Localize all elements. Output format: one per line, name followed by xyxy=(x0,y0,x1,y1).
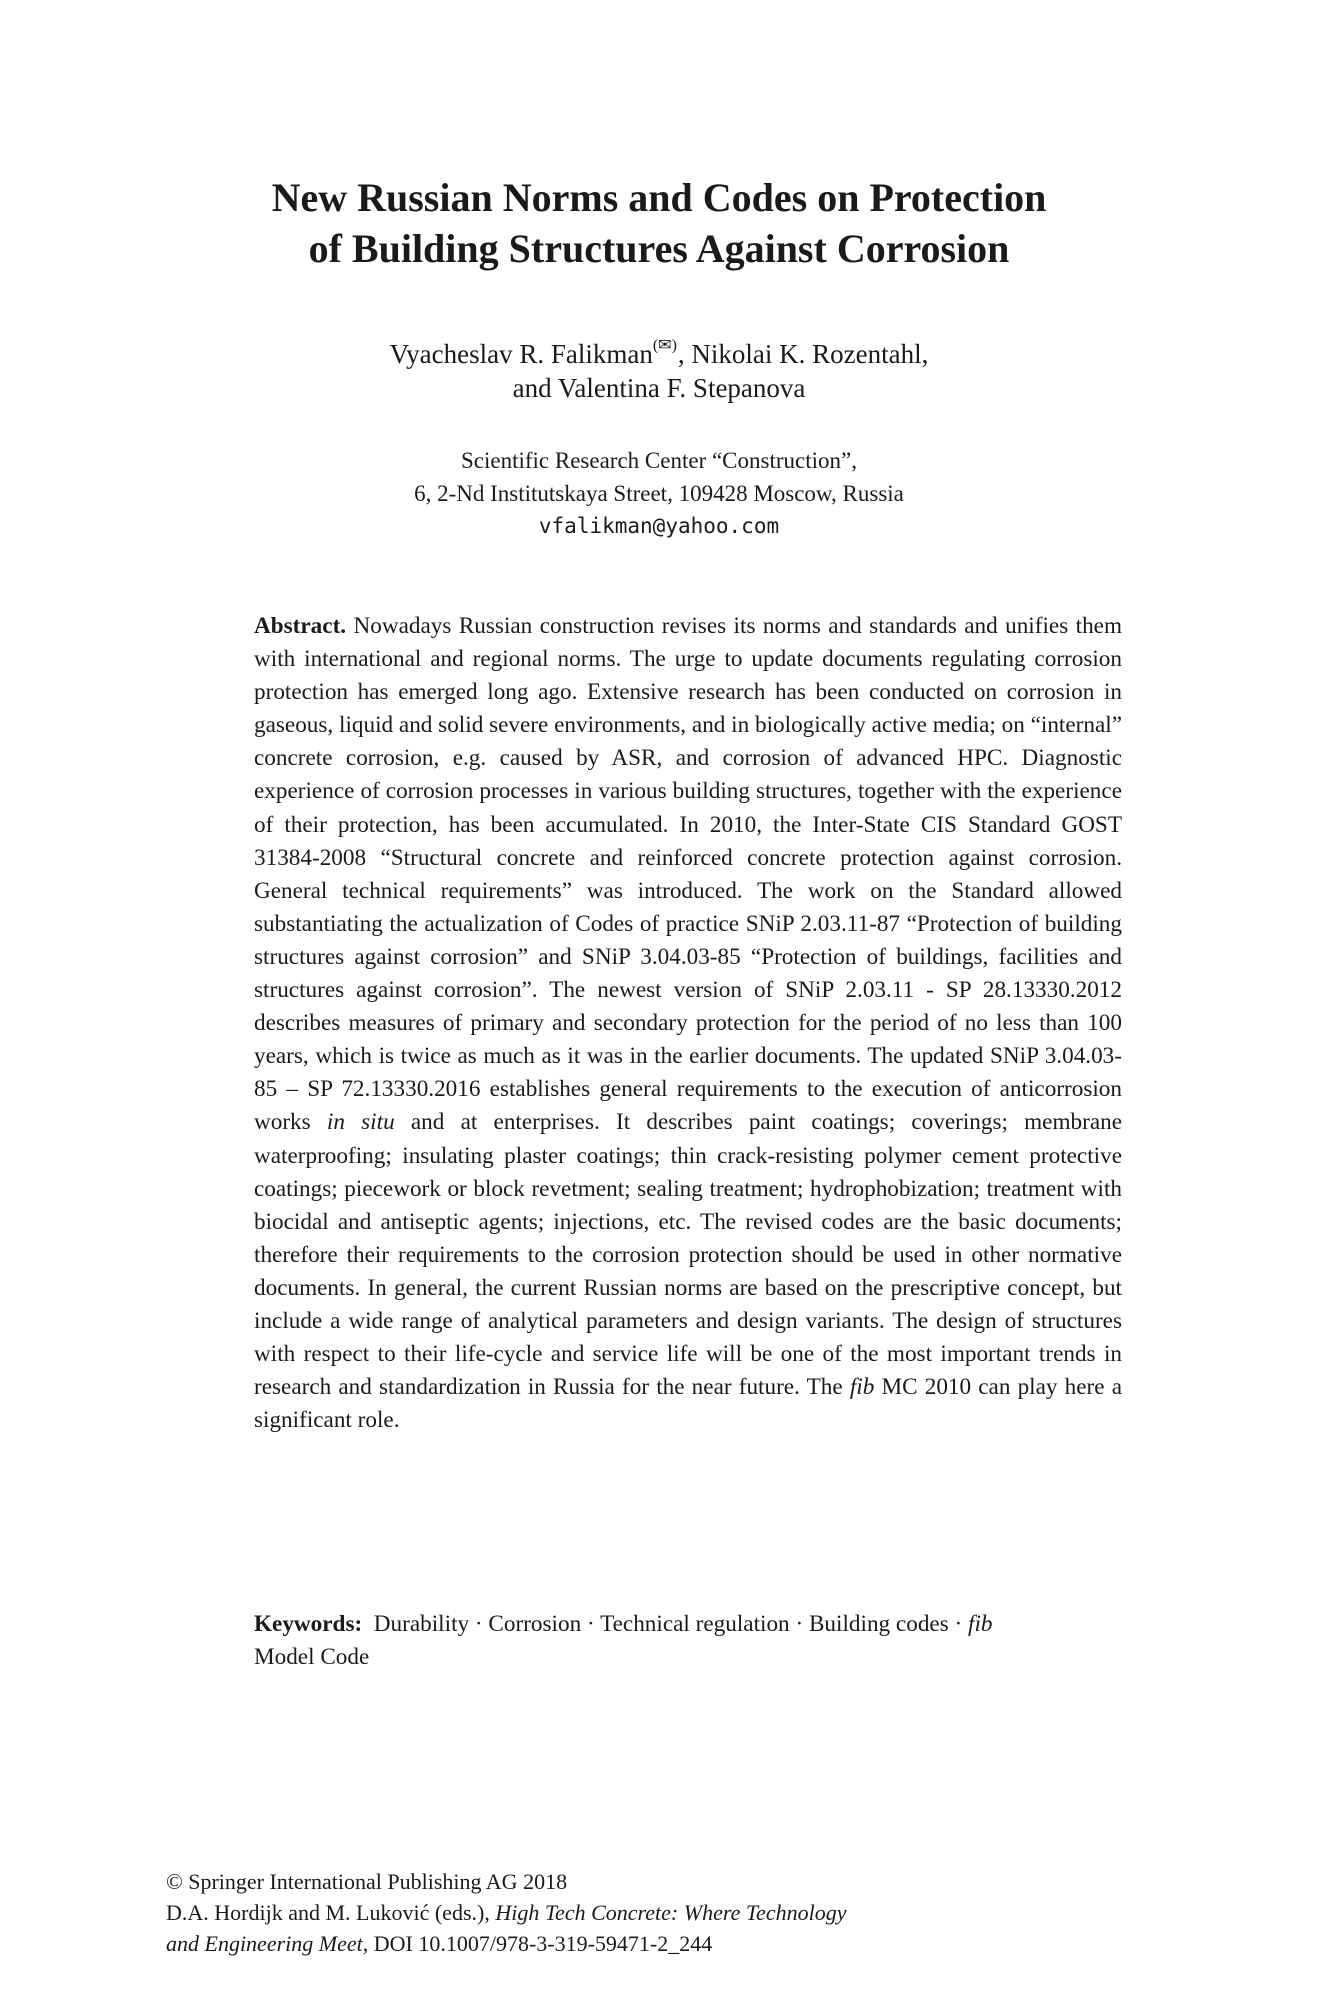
citation-line-1 xyxy=(166,1897,1066,1928)
doi: , DOI 10.1007/978-3-319-59471-2_244 xyxy=(362,1931,713,1956)
editors: D.A. Hordijk and M. Luković (eds.), xyxy=(166,1900,490,1925)
abstract-label: Abstract. xyxy=(254,613,347,639)
abstract-text-3: MC 2010 can play here a significant role. xyxy=(254,1374,1123,1434)
mail-icon: (✉) xyxy=(652,337,677,354)
authors-line-2: and Valentina F. Stepanova xyxy=(512,373,806,403)
paper-title xyxy=(200,172,1118,274)
keywords-label: Keywords: xyxy=(254,1611,363,1637)
book-title-1: High Tech Concrete: Where Technology xyxy=(495,1900,847,1925)
book-title-2: and Engineering Meet xyxy=(166,1931,363,1956)
copyright-line: © Springer International Publishing AG 2018 xyxy=(166,1869,568,1894)
author-email: vfalikman@yahoo.com xyxy=(538,514,780,538)
keywords-text-end: Model Code xyxy=(254,1644,370,1670)
abstract-text-2: and at enterprises. It describes paint coatings; coverings; membrane waterproofing; insulating plaster coatings; thin crack-resisting polymer cement protective coatings; piecework or block revetment; sealing treatment; hydrophobization; treatment with biocidal and antiseptic agents; injections, etc. The revised codes are the basic documents; therefore their requirements to the corrosion protection should be used in other normative documents. In general, the current Russian norms are based on the prescriptive concept, but include a wide range of analytical parameters and design variants. The design of structures with respect to their life-cycle and service life will be one of the most important trends in research and standardization in Russia for the near future. The xyxy=(254,1109,1123,1401)
abstract-italic-2: fib xyxy=(849,1374,875,1401)
keywords xyxy=(254,1608,1122,1674)
title-line-2: of Building Structures Against Corrosion xyxy=(308,226,1010,271)
affiliation xyxy=(200,444,1118,543)
abstract xyxy=(254,610,1122,1437)
affiliation-line-2: 6, 2-Nd Institutskaya Street, 109428 Moscow, Russia xyxy=(414,481,904,506)
title-line-1: New Russian Norms and Codes on Protection xyxy=(271,175,1047,220)
author-falikman: Vyacheslav R. Falikman xyxy=(389,339,653,369)
citation-line-2 xyxy=(166,1928,1066,1959)
affiliation-line-1: Scientific Research Center “Construction”, xyxy=(461,448,857,473)
abstract-italic-1: in situ xyxy=(326,1109,395,1136)
authors-line-1 xyxy=(200,337,1118,371)
abstract-paragraph xyxy=(254,610,1122,1437)
author-rozentahl: , Nikolai K. Rozentahl, xyxy=(677,339,929,369)
keywords-text: Durability · Corrosion · Technical regulation · Building codes · xyxy=(373,1611,963,1637)
author-list xyxy=(200,337,1118,405)
abstract-text-1: Nowadays Russian construction revises its norms and standards and unifies them with international and regional norms. The urge to update documents regulating corrosion protection has emerged long ago. Extensive research has been conducted on corrosion in gaseous, liquid and solid severe environments, and in biologically active media; on “internal” concrete corrosion, e.g. caused by ASR, and corrosion of advanced HPC. Diagnostic experience of corrosion processes in various building structures, together with the experience of their protection, has been accumulated. In 2010, the Inter-State CIS Standard GOST 31384-2008 “Structural concrete and reinforced concrete protection against corrosion. General technical requirements” was introduced. The work on the Standard allowed substantiating the actualization of Codes of practice SNiP 2.03.11-87 “Protection of building structures against corrosion” and SNiP 3.04.03-85 “Protection of buildings, facilities and structures against corrosion”. The newest version of SNiP 2.03.11 - SP 28.13330.2012 describes measures of primary and secondary protection for the period of no less than 100 years, which is twice as much as it was in the earlier documents. The updated SNiP 3.04.03-85 – SP 72.13330.2016 establishes general requirements to the execution of anticorrosion works xyxy=(254,613,1123,1136)
keywords-italic: fib xyxy=(968,1611,993,1637)
publication-footer xyxy=(166,1866,1066,1959)
